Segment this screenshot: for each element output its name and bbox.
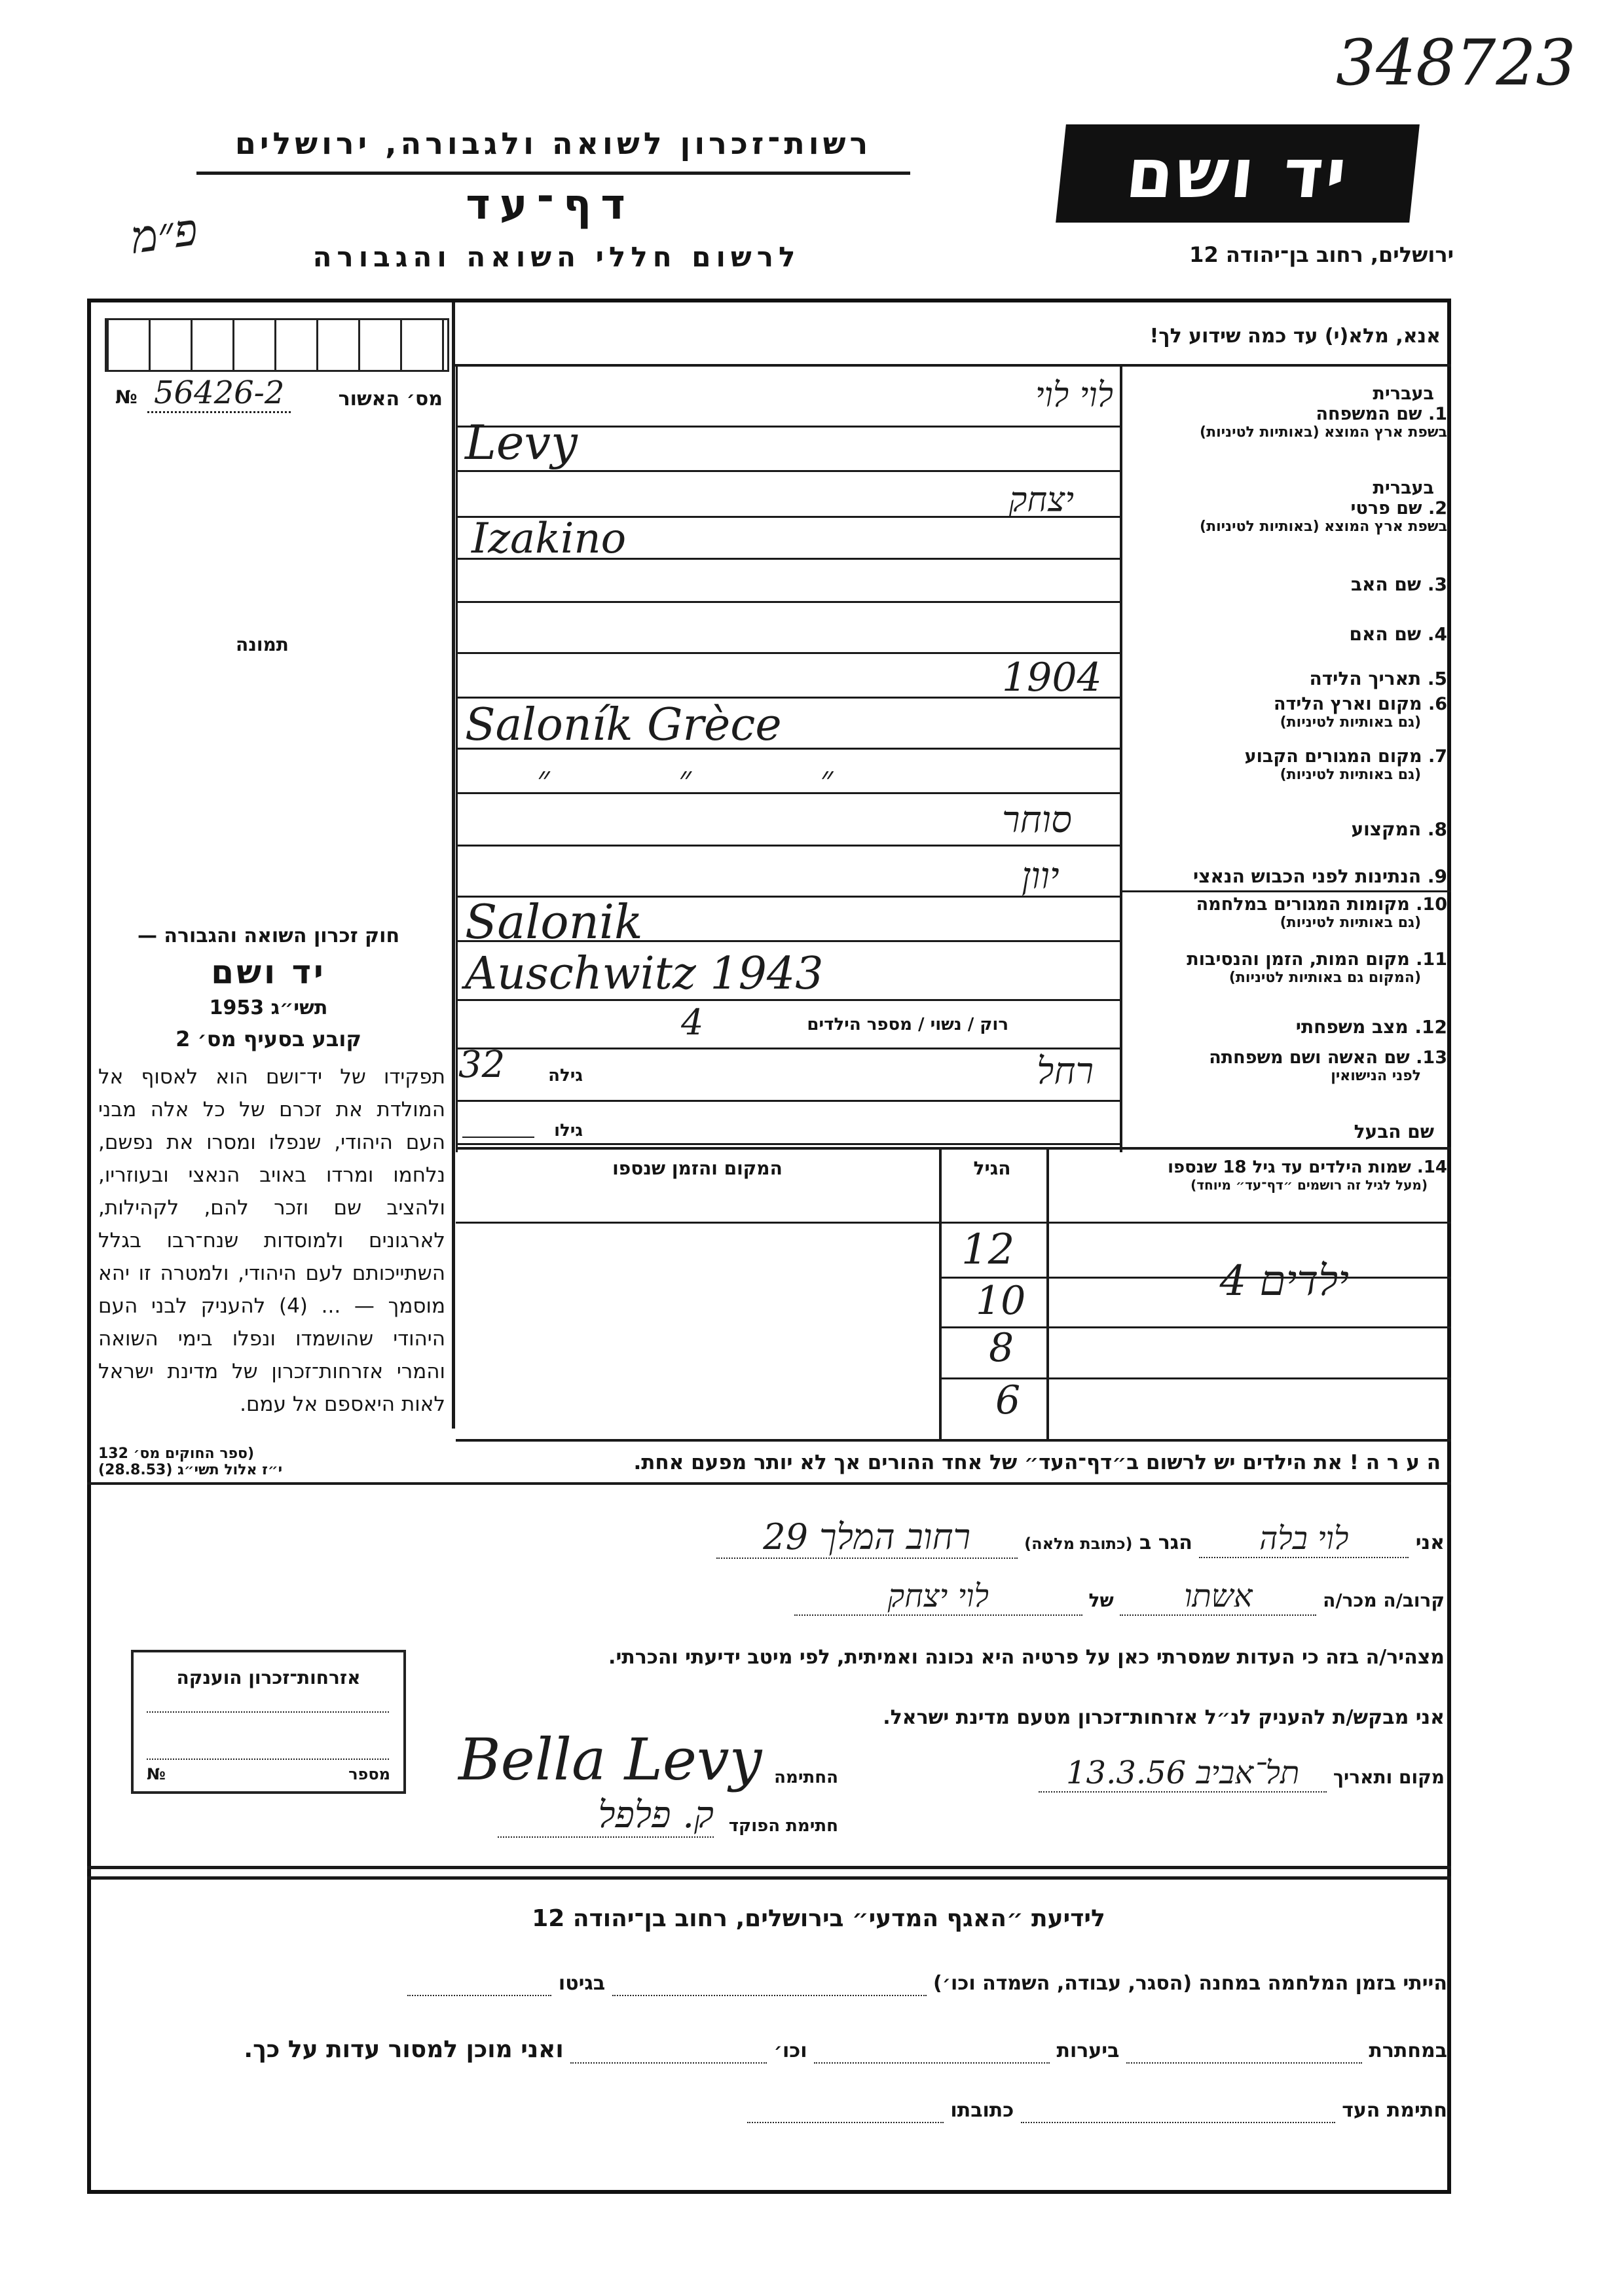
intro-underline (452, 364, 1451, 367)
f9-label: 9. הנתינות לפני הכבוש הנאצי (1193, 866, 1447, 887)
f13-age-value: 32 (458, 1044, 506, 1086)
f12-label: 12. מצב משפחתי (1295, 1016, 1447, 1038)
place-date-row: מקום ותאריך תל־אביב 13.3.56 (917, 1755, 1445, 1793)
f14-age-4: 6 (995, 1377, 1021, 1423)
f1-value-hebrew: לוי לוי (1035, 376, 1113, 415)
form-subtitle: לרשום חללי השואה והגבורה (312, 241, 801, 273)
law-text: תפקידו של יד־ושם הוא לאסוף אל המולדת את זכרם של כל אלה מבני העם היהודי, שנפלו ומסרו את נפשם, נלחמו ומרדו באויב הנאצי ובעוזריו, ולהציב שם וזכר להם, לקהילות, לארגונים ולמוסדות שנח־רבו בגלל השתייכותם לעם היהודי, ולמטרה זו יהא מוסמך — ... (4) להעניק לבני העם היהודי שהושמדו ונפלו בימי השואה והמרי אזרחות־זכרון של מדינת ישראל לאות היאספם אל עמם. (98, 1065, 446, 1416)
signature-label: החתימה (774, 1768, 838, 1787)
f6-label: 6. מקום וארץ הלידה (גם באותיות לטיניות) (1273, 694, 1447, 731)
f14-row2 (939, 1326, 1451, 1328)
margin-note: פ״מ (127, 204, 201, 264)
request: אני מבקש/ת להעניק לנ״ל אזרחות־זכרון מטעם מדינת ישראל. (883, 1706, 1445, 1729)
law-name: יד ושם (211, 953, 326, 991)
f4-line (456, 652, 1120, 654)
info-title: לידיעת ״האגף המדעי״ בירושלים, רחוב בן־יהודה 12 (532, 1905, 1105, 1932)
f7-label: 7. מקום המגורים הקבוע (גם באותיות לטיניות) (1244, 746, 1447, 783)
f14-label: 14. שמות הילדים עד גיל 18 שנספו (מעל לגיל זה רושמים ״דף־עד״ מיוחד) (1168, 1157, 1447, 1193)
label-column-border (1120, 367, 1122, 1152)
f10-value: Salonik (465, 894, 643, 949)
f14-age-header: הגיל (973, 1157, 1011, 1179)
f14-col-age-right (1046, 1147, 1049, 1442)
f8-line (456, 845, 1120, 847)
law-year: תשי״ג 1953 (209, 996, 328, 1019)
f4-label: 4. שם האם (1349, 623, 1447, 645)
archive-number: 348723 (1336, 26, 1576, 100)
f13-age-label: גילה (548, 1066, 583, 1085)
info-line-2: במחתרת ביערות וכו׳ ואני מוכן למסור עדות על כך. (244, 2036, 1447, 2063)
f9-divider (1120, 890, 1451, 892)
f2-value-hebrew: יצחק (1008, 481, 1074, 520)
husband-label: שם הבעל (1354, 1121, 1434, 1142)
f10-label: 10. מקומות המגורים במלחמה (גם באותיות לטיניות) (1196, 894, 1447, 931)
children-note: ה ע ר ה ! את הילדים יש לרשום ב״דף־העד״ של אחד ההורים אך לא יותר מפעם אחת. (633, 1451, 1441, 1474)
logo: יד ושם (1056, 124, 1420, 223)
separator-double-top (87, 1866, 1451, 1869)
clerk-label: חתימת הפוקד (728, 1816, 838, 1836)
f3-label: 3. שם האב (1350, 574, 1447, 595)
org-underline (196, 172, 910, 175)
f2-value-latin: Izakino (471, 515, 627, 563)
info-line-1: הייתי בזמן המלחמה במחנה (הסגר, עבודה, השמדה וכו׳) בגיטו (354, 1972, 1447, 1996)
photo-box-top-ticks (105, 318, 449, 372)
f11-value: Auschwitz 1943 (465, 948, 824, 1000)
cert-number: № 56426-2 (115, 374, 291, 411)
f13-line (456, 1100, 1120, 1102)
f8-label: 8. המקצוע (1351, 818, 1447, 840)
f12-line (456, 1048, 1120, 1049)
husband-line (456, 1143, 1120, 1145)
signature-value: Bella Levy (458, 1726, 762, 1793)
f1-value-latin: Levy (465, 415, 578, 470)
law-clause: קובע בסעיף מס׳ 2 (175, 1027, 361, 1051)
org-name: רשות־זכרון לשואה ולגבורה, ירושלים (234, 126, 872, 161)
declaration: מצהיר/ה בזה כי העדות שמסרתי כאן על פרטיה היא נכונה ואמיתית, לפי מיטב ידיעתי והכרתי. (608, 1646, 1445, 1669)
note-underline (87, 1482, 1451, 1485)
citizenship-box-title: אזרחות־זכרון הוענקה (176, 1667, 361, 1688)
f14-place-header: המקום והזמן שנספו (612, 1157, 783, 1179)
info-line-3: חתימת העד כתובתו (589, 2099, 1447, 2123)
f8-value: סוחר (1002, 799, 1072, 841)
declarant-row-1: אני לוי בלה הגר ב (כתובת מלאה) רחוב המלך 29 (393, 1516, 1445, 1559)
citizenship-box (131, 1650, 406, 1794)
f14-bottom (456, 1439, 1451, 1442)
f14-age-1: 12 (961, 1226, 1015, 1274)
f1-latin-line (456, 470, 1120, 472)
f14-age-3: 8 (989, 1325, 1014, 1371)
citizenship-box-lines (147, 1711, 389, 1760)
f6-value: Saloník Grèce (465, 699, 782, 751)
f14-col-age-left (939, 1147, 942, 1442)
law-title: חוק זכרון השואה והגבורה — (137, 924, 400, 947)
f13-label: 13. שם האשה ושם משפחתה לפני הנישואין (1209, 1048, 1447, 1084)
value-column-left (456, 367, 458, 1152)
cert-label: מס׳ האשור (338, 388, 443, 410)
citizenship-box-number-label: מספר (348, 1765, 390, 1783)
clerk-value: ק. פלפל (498, 1794, 714, 1838)
f7-value: ״ ״ ״ (537, 759, 893, 799)
org-address: ירושלים, רחוב בן־יהודה 12 (1189, 242, 1454, 267)
f2-label: בעברית 2. שם פרטי בשפת ארץ המוצא (באותיות לטיניות) (1200, 478, 1447, 535)
f14-header-line (456, 1222, 1451, 1224)
f3-line (456, 601, 1120, 603)
f14-names-value: ילדים 4 (1219, 1257, 1349, 1305)
f11-label: 11. מקום המות, הזמן והנסיבות (המקום גם באותיות לטיניות) (1187, 949, 1447, 986)
left-column-border (452, 302, 455, 1429)
f12-children-count: 4 (681, 1002, 704, 1043)
f14-age-2: 10 (976, 1278, 1026, 1324)
form-intro: אנא, מלא(י) עד כמה שידוע לך! (1149, 325, 1441, 348)
declarant-row-2: קרוב/ה מכר/ה אשתו של לוי יצחק (458, 1578, 1445, 1616)
f5-label: 5. תאריך הלידה (1309, 668, 1447, 689)
husband-age-line (462, 1137, 534, 1138)
f9-value: יוון (1022, 855, 1060, 898)
f14-top-border (456, 1147, 1451, 1150)
form-title: דף־עד (466, 181, 635, 229)
photo-label: תמונה (236, 634, 289, 655)
f1-label: בעברית 1. שם המשפחה בשפת ארץ המוצא (באותיות לטיניות) (1200, 384, 1447, 441)
f12-options: רוק / נשוי / מספר הילדים (807, 1015, 1008, 1034)
separator-double-bottom (87, 1876, 1451, 1880)
f5-value: 1904 (1002, 655, 1102, 701)
f13-value: רחל (1037, 1050, 1094, 1093)
citizenship-box-number-prefix: № (147, 1765, 166, 1783)
law-reference: (ספר החוקים מס׳ 132 י״ז אלול תשי״ג (28.8.53) (98, 1446, 283, 1478)
husband-age-label: גילו (554, 1121, 583, 1140)
